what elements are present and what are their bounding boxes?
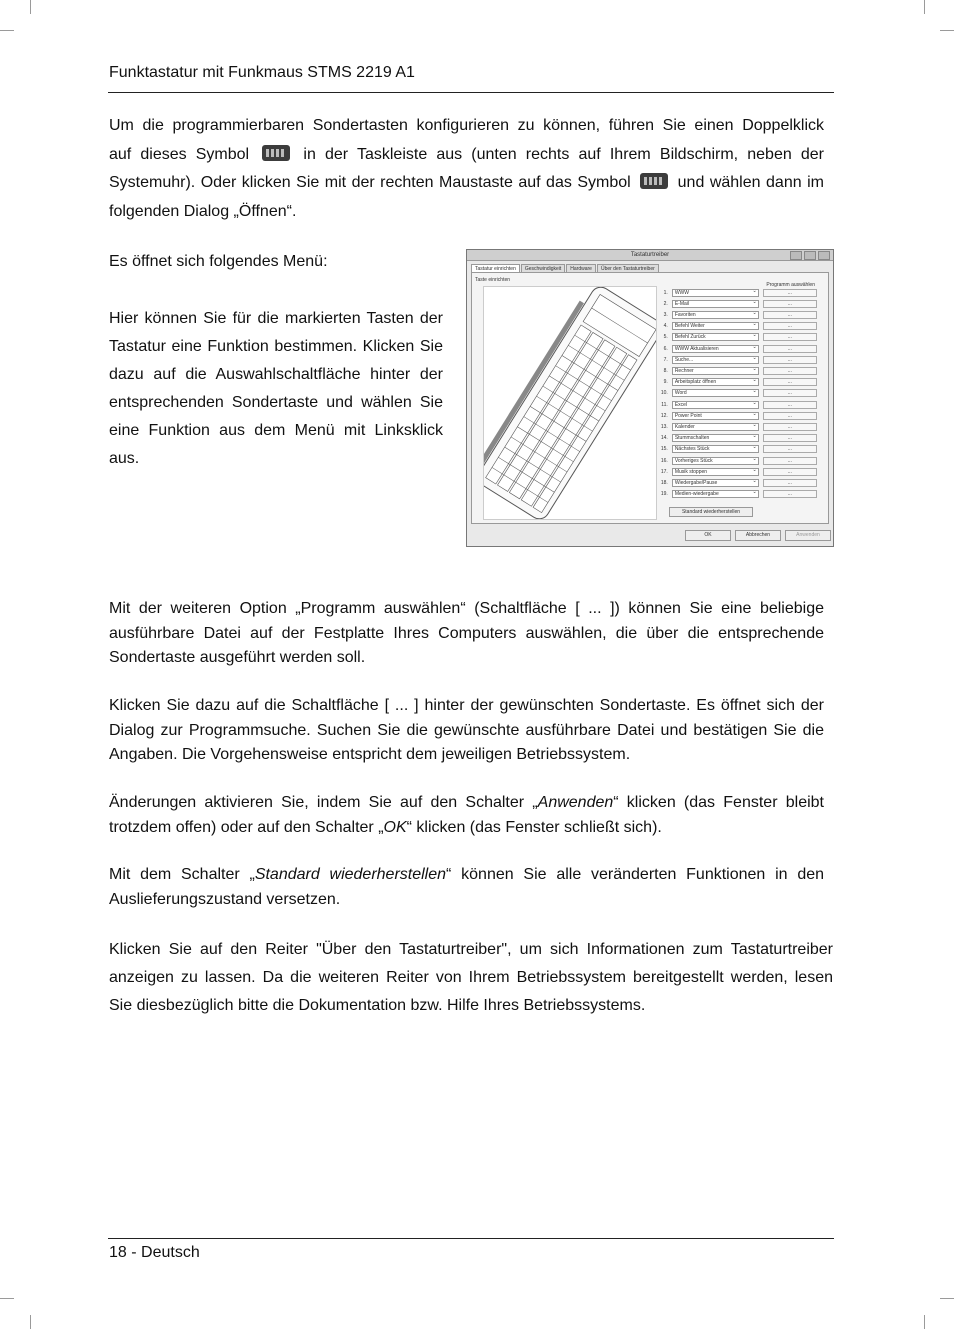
select-program-button[interactable]: ... (763, 322, 817, 330)
special-key-row (657, 400, 817, 409)
special-key-row (657, 434, 817, 443)
keyboard-illustration (483, 286, 657, 520)
text-line: eine Funktion aus dem Menü mit Linksklick (109, 422, 443, 439)
special-key-row (657, 389, 817, 398)
select-program-button[interactable]: ... (763, 412, 817, 420)
crop-mark (924, 1315, 925, 1329)
text-line: Dialog zur Programmsuche. Suchen Sie die gewünschte ausführbare Datei und bestätigen Sie die (109, 721, 824, 739)
key-number: 18. (660, 479, 668, 486)
function-select[interactable]: WWW ⌄ (672, 289, 759, 297)
function-select[interactable]: WWW Aktualisieren ⌄ (672, 345, 759, 353)
keyboard-drawing (484, 287, 656, 519)
select-program-button[interactable]: ... (763, 389, 817, 397)
text-line: anzeigen zu lassen. Da die weiteren Reiter von Ihrem Betriebssystem bereitgestellt werden, lesen (109, 969, 833, 986)
paragraph-apply-changes (109, 791, 824, 840)
key-number: 6. (663, 345, 668, 352)
text-line: Klicken Sie dazu auf die Schaltfläche [ ... ] hinter der gewünschten Sondertaste. Es öffnet sich der (109, 697, 824, 714)
special-key-row (657, 355, 817, 364)
key-number: 7. (663, 356, 668, 363)
select-program-button[interactable]: ... (763, 356, 817, 364)
header-rule (108, 92, 834, 93)
text-line: Tastatur eine Funktion bestimmen. Klicken Sie (109, 338, 443, 355)
text-line: folgenden Dialog „Öffnen“. (109, 202, 297, 220)
key-number: 4. (663, 323, 668, 330)
dialog-titlebar (467, 250, 833, 261)
window-buttons (790, 251, 830, 260)
special-key-row (657, 422, 817, 431)
function-select[interactable]: Stummschalten ⌄ (672, 434, 759, 442)
group-label: Taste einrichten (475, 277, 511, 283)
key-number: 9. (663, 379, 668, 386)
crop-mark (924, 0, 925, 14)
key-number: 11. (661, 401, 668, 408)
function-select[interactable]: Arbeitsplatz öffnen ⌄ (672, 378, 759, 386)
select-program-button[interactable]: ... (763, 468, 817, 476)
keyboard-tray-icon (640, 173, 668, 189)
special-key-row (657, 445, 817, 454)
key-number: 2. (663, 300, 668, 307)
menu-intro: Es öffnet sich folgendes Menü: (109, 253, 328, 270)
tab-hardware[interactable]: Hardware (566, 264, 596, 274)
select-program-button[interactable]: ... (763, 333, 817, 341)
tab-geschwindigkeit[interactable]: Geschwindigkeit (521, 264, 565, 274)
apply-button[interactable]: Anwenden (785, 530, 831, 541)
key-number: 19. (660, 491, 668, 498)
key-number: 12. (660, 412, 668, 419)
text-line: Angaben. Die Vorgehensweise entspricht dem jeweiligen Betriebssystem. (109, 746, 631, 763)
function-select[interactable]: Suche... ⌄ (672, 356, 759, 364)
paragraph-program-search (109, 694, 824, 768)
function-select[interactable]: Wiedergabe/Pause ⌄ (672, 479, 759, 487)
function-select[interactable]: Befehl Weiter ⌄ (672, 322, 759, 330)
ok-button[interactable]: OK (685, 530, 731, 541)
select-program-button[interactable]: ... (763, 445, 817, 453)
paragraph-about-tab (109, 936, 833, 1020)
special-key-row (657, 478, 817, 487)
text-line: entsprechenden Sondertaste und wählen Sie (109, 394, 443, 411)
text-line: dazu auf die Auswahlschaltfläche hinter der (109, 366, 443, 383)
intro-paragraph (109, 112, 824, 226)
text-line: Auslieferungszustand versetzen. (109, 890, 341, 908)
key-number: 1. (663, 289, 668, 296)
select-program-button[interactable]: ... (763, 378, 817, 386)
function-select[interactable]: Befehl Zurück ⌄ (672, 333, 759, 341)
crop-mark (30, 0, 31, 14)
tab-tastatur-einrichten[interactable]: Tastatur einrichten (471, 264, 520, 274)
special-key-row (657, 366, 817, 375)
text-line: aus. (109, 450, 140, 467)
function-select[interactable]: Nächstes Stück ⌄ (672, 445, 759, 453)
key-number: 17. (660, 468, 668, 475)
text-line: Mit dem Schalter „Standard wiederherstellen“ können Sie alle veränderten Funktionen in den (109, 866, 825, 883)
select-program-button[interactable]: ... (763, 457, 817, 465)
select-program-button[interactable]: ... (763, 300, 817, 308)
function-select[interactable]: Favoriten ⌄ (672, 311, 759, 319)
key-number: 3. (663, 311, 668, 318)
text-line: trotzdem offen) oder auf den Schalter „OK“ klicken (das Fenster schließt sich). (109, 818, 662, 836)
footer-rule (108, 1238, 834, 1239)
key-number: 10. (660, 390, 668, 397)
function-select[interactable]: Word ⌄ (672, 389, 759, 397)
key-number: 16. (660, 457, 668, 464)
select-program-button[interactable]: ... (763, 401, 817, 409)
function-select[interactable]: Musik stoppen ⌄ (672, 468, 759, 476)
function-select[interactable]: E-Mail ⌄ (672, 300, 759, 308)
text-line: Hier können Sie für die markierten Tasten der (109, 310, 443, 327)
keyboard-driver-dialog (466, 249, 834, 547)
side-paragraph (109, 305, 443, 473)
function-select[interactable]: Vorheriges Stück ⌄ (672, 457, 759, 465)
text-line: ausführbare Datei auf der Festplatte Ihres Computers auswählen, die über die entsprechende (109, 624, 824, 642)
page-footer: 18 - Deutsch (109, 1244, 200, 1261)
crop-mark (0, 1298, 14, 1299)
text-line: Mit der weiteren Option „Programm auswählen“ (Schaltfläche [ ... ]) können Sie eine beliebige (109, 600, 824, 617)
function-select[interactable]: Power Point ⌄ (672, 412, 759, 420)
special-key-row (657, 467, 817, 476)
keyboard-tray-icon (262, 145, 290, 161)
crop-mark (30, 1315, 31, 1329)
select-program-button[interactable]: ... (763, 490, 817, 498)
page-header-title: Funktastatur mit Funkmaus STMS 2219 A1 (109, 64, 415, 81)
text-line: Um die programmierbaren Sondertasten konfigurieren zu können, führen Sie einen Doppelklick (109, 117, 824, 134)
special-key-row (657, 411, 817, 420)
key-number: 8. (663, 367, 668, 374)
text-line: Änderungen aktivieren Sie, indem Sie auf den Schalter „Anwenden“ klicken (das Fenster bleibt (109, 794, 824, 811)
program-header: Programm auswählen (766, 282, 815, 288)
key-number: 15. (660, 446, 668, 453)
function-select[interactable]: Kalender ⌄ (672, 423, 759, 431)
minimize-icon[interactable] (790, 251, 802, 260)
special-key-row (657, 299, 817, 308)
cancel-button[interactable]: Abbrechen (735, 530, 781, 541)
text-line: auf dieses Symbol in der Taskleiste aus (unten rechts auf Ihrem Bildschirm, neben der (109, 145, 825, 163)
close-icon[interactable] (818, 251, 830, 260)
text-line: Sondertaste ausgeführt werden soll. (109, 649, 366, 666)
select-program-button[interactable]: ... (763, 434, 817, 442)
select-program-button[interactable]: ... (763, 345, 817, 353)
function-select[interactable]: Medien-wiedergabe ⌄ (672, 490, 759, 498)
select-program-button[interactable]: ... (763, 289, 817, 297)
maximize-icon[interactable] (804, 251, 816, 260)
select-program-button[interactable]: ... (763, 311, 817, 319)
function-select[interactable]: Rechner ⌄ (672, 367, 759, 375)
special-key-row (657, 456, 817, 465)
special-key-row (657, 378, 817, 387)
text-line: Systemuhr). Oder klicken Sie mit der rechten Maustaste auf das Symbol und wählen dann im (109, 174, 824, 191)
crop-mark (0, 30, 14, 31)
paragraph-program-option (109, 597, 824, 671)
key-number: 13. (660, 423, 668, 430)
text-line: Sie diesbezüglich bitte die Dokumentation bzw. Hilfe Ihres Betriebssystems. (109, 997, 646, 1014)
key-number: 14. (660, 435, 668, 442)
special-key-row (657, 344, 817, 353)
select-program-button[interactable]: ... (763, 423, 817, 431)
special-key-row (657, 322, 817, 331)
special-key-row (657, 288, 817, 297)
tab-ueber[interactable]: Über den Tastaturtreiber (597, 264, 659, 274)
select-program-button[interactable]: ... (763, 479, 817, 487)
restore-defaults-button[interactable]: Standard wiederherstellen (669, 507, 753, 517)
crop-mark (940, 1298, 954, 1299)
crop-mark (940, 30, 954, 31)
function-select[interactable]: Excel ⌄ (672, 401, 759, 409)
select-program-button[interactable]: ... (763, 367, 817, 375)
special-key-row (657, 310, 817, 319)
key-number: 5. (663, 334, 668, 341)
special-key-row (657, 333, 817, 342)
paragraph-restore-defaults (109, 863, 824, 912)
text-line: Klicken Sie auf den Reiter "Über den Tastaturtreiber", um sich Informationen zum Tastaturtreiber (109, 941, 833, 958)
special-key-row (657, 490, 817, 499)
dialog-title: Tastaturtreiber (630, 252, 670, 258)
